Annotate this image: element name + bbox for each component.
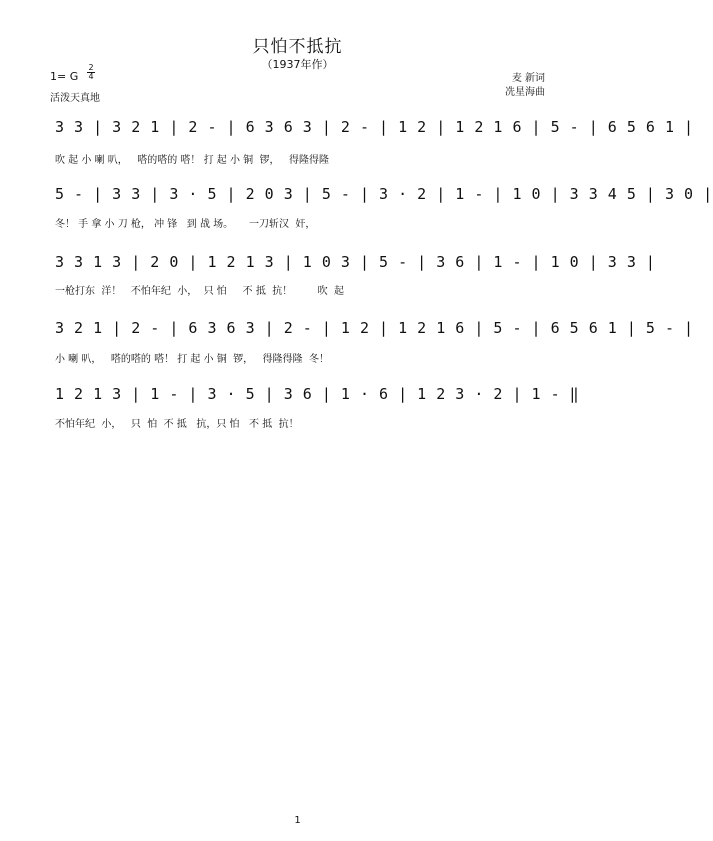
composer: 冼星海曲 bbox=[505, 87, 545, 98]
system-4-notes: 3 2 1 | 2 - | 6 3 6 3 | 2 - | 1 2 | 1 2 1 6 | 5 - | 6 5 6 1 | 5 - | bbox=[55, 319, 694, 337]
tempo-marking: 活泼天真地 bbox=[50, 93, 100, 104]
time-signature-bottom: 4 bbox=[88, 72, 94, 81]
system-2-notes: 5 - | 3 3 | 3 · 5 | 2 0 3 | 5 - | 3 · 2 | 1 - | 1 0 | 3 3 4 5 | 3 0 | bbox=[55, 185, 713, 203]
key-signature: 1= G bbox=[50, 70, 79, 83]
lyricist: 麦 新词 bbox=[511, 73, 545, 84]
system-5-notes: 1 2 1 3 | 1 - | 3 · 5 | 3 6 | 1 · 6 | 1 2 3 · 2 | 1 - ‖ bbox=[55, 385, 580, 403]
song-title: 只怕不抵抗 bbox=[252, 37, 343, 57]
time-signature-top: 2 bbox=[88, 63, 94, 72]
credits bbox=[505, 72, 545, 100]
system-3-notes: 3 3 1 3 | 2 0 | 1 2 1 3 | 1 0 3 | 5 - | 3 6 | 1 - | 1 0 | 3 3 | bbox=[55, 253, 656, 271]
system-5-lyrics: 不怕年纪 小， 只 怕 不 抵 抗，只 怕 不 抵 抗！ bbox=[55, 419, 299, 430]
system-1-notes: 3 3 | 3 2 1 | 2 - | 6 3 6 3 | 2 - | 1 2 | 1 2 1 6 | 5 - | 6 5 6 1 | bbox=[55, 118, 694, 136]
time-signature bbox=[87, 64, 95, 81]
system-1-lyrics: 吹 起 小 喇 叭， 嗒的嗒的 嗒！ 打 起 小 铜 锣， 得隆得隆 bbox=[55, 155, 330, 166]
system-4-lyrics: 小 喇 叭， 嗒的嗒的 嗒！ 打 起 小 铜 锣， 得隆得隆 冬！ bbox=[55, 354, 330, 365]
song-year: （1937年作） bbox=[261, 58, 334, 71]
system-2-lyrics: 冬！ 手 拿 小 刀 枪， 冲 锋 到 战 场。 一刀斩汉 奸， bbox=[55, 219, 316, 230]
page-number: 1 bbox=[294, 815, 301, 826]
system-3-lyrics: 一枪打东 洋！ 不怕年纪 小， 只 怕 不 抵 抗！ 吹 起 bbox=[55, 286, 345, 297]
